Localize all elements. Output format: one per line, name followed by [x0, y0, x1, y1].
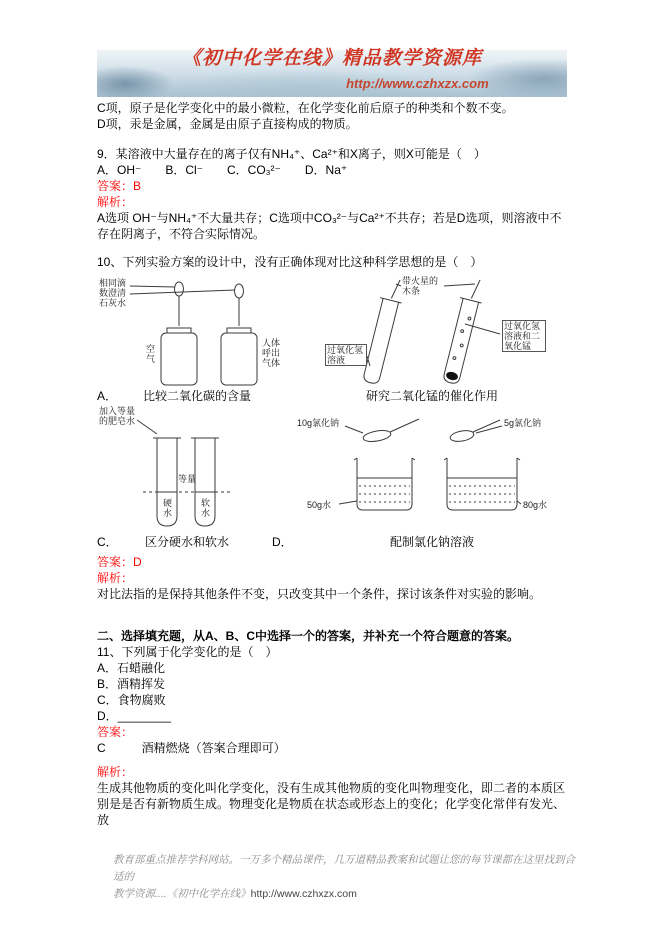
q10-diagram-grid [97, 276, 567, 550]
section-2-heading: 二、选择填充题，从A、B、C中选择一个的答案，并补充一个符合题意的答案。 [97, 629, 520, 643]
diagram-a [97, 276, 297, 404]
q11-analysis-label: 解析： [97, 765, 134, 779]
q10-answer: 答案：D [97, 555, 142, 569]
soft-water-annotation: 软水 [200, 498, 210, 518]
q9-stem: 9．某溶液中大量存在的离子仅有NH₄⁺、Ca²⁺和X离子，则X可能是（ ） [97, 147, 486, 161]
diagram-c-label: C． [97, 535, 118, 549]
limewater-annotation: 相同滴数澄清石灰水 [99, 278, 127, 308]
q10-analysis: 对比法指的是保持其他条件不变，只改变其中一个条件，探讨该条件对实验的影响。 [97, 587, 542, 601]
footer-line2 [113, 886, 577, 903]
water-80g-annotation: 80g水 [523, 500, 548, 510]
q9-options: A．OH⁻ B．Cl⁻ C．CO₃²⁻ D．Na⁺ [97, 163, 348, 177]
note-line-d: D项，汞是金属，金属是由原子直接构成的物质。 [97, 117, 358, 131]
diagram-c-caption-row [97, 534, 297, 550]
q11-option-a: A．石蜡融化 [97, 661, 166, 675]
diagram-a-caption-row [97, 388, 297, 404]
banner-title: 《初中化学在线》精品教学资源库 [181, 48, 482, 69]
site-banner [97, 50, 567, 97]
diagram-c-caption: 区分硬水和软水 [145, 535, 230, 549]
diagram-d-caption: 配制氯化钠溶液 [389, 535, 475, 549]
air-annotation: 空气 [145, 344, 155, 364]
q9-answer: 答案：B [97, 179, 142, 193]
q11-option-d: D．________ [97, 709, 172, 723]
spacer [97, 602, 567, 628]
q9-analysis-label: 解析： [97, 195, 134, 209]
water-50g-annotation: 50g水 [307, 500, 332, 510]
q11-analysis: 生成其他物质的变化叫化学变化，没有生成其他物质的变化叫物理变化，即二者的本质区别是是否有新物质生成。物理变化是物质在状态或形态上的变化；化学变化常伴有发光、放 [97, 781, 566, 827]
q11-stem: 11、下列属于化学变化的是（ ） [97, 645, 278, 659]
diagram-d-art [297, 404, 562, 534]
exhaled-gas-annotation: 人体呼出气体 [262, 338, 281, 368]
diagram-d-caption-row [272, 534, 567, 550]
diagram-d-label: D． [272, 535, 293, 549]
diagram-b-caption-row [297, 388, 567, 404]
diagram-a-art [97, 276, 292, 388]
equal-amount-annotation: 等量 [178, 474, 197, 484]
footer-line1: 教育部重点推荐学科网站。一万多个精品课件，几万道精品教案和试题让您的每节课都在这里找到合适的 [113, 854, 575, 883]
note-line-c: C项，原子是化学变化中的最小微粒，在化学变化前后原子的种类和个数不变。 [97, 101, 514, 115]
diagram-b [297, 276, 567, 404]
q11-answer: C 酒精燃烧（答案合理即可） [97, 741, 286, 755]
diagram-a-label: A． [97, 389, 118, 403]
diagram-a-caption: 比较二氧化碳的含量 [142, 389, 252, 403]
spacer [97, 132, 567, 146]
banner-url-link[interactable]: http://www.czhxzx.com [346, 76, 489, 91]
spacer [97, 242, 567, 254]
footer-url-link[interactable]: http://www.czhxzx.com [250, 888, 357, 900]
diagram-d [272, 404, 567, 550]
soap-water-annotation: 加入等量的肥皂水 [99, 406, 136, 426]
diagram-c [97, 404, 297, 550]
hard-water-annotation: 硬水 [162, 498, 172, 518]
spacer [97, 756, 567, 764]
page-content [97, 50, 567, 828]
salt-10g-annotation: 10g氯化钠 [297, 418, 340, 428]
page-footer [97, 852, 577, 903]
q10-analysis-label: 解析： [97, 571, 134, 585]
diagram-b-art [297, 276, 562, 388]
glowing-splint-annotation: 带火星的木条 [402, 276, 439, 296]
q10-stem: 10、下列实验方案的设计中，没有正确体现对比这种科学思想的是（ ） [97, 255, 483, 269]
q11-option-c: C．食物腐败 [97, 693, 166, 707]
h2o2-annotation: 过氧化氢溶液 [325, 344, 367, 366]
salt-5g-annotation: 5g氯化钠 [504, 418, 542, 428]
diagram-c-art [97, 404, 292, 534]
diagram-b-caption: 研究二氧化锰的催化作用 [365, 389, 499, 403]
h2o2-mno2-annotation: 过氧化氢溶液和二氧化锰 [502, 320, 546, 352]
footer-line2-text: 教学资源....《初中化学在线》 [113, 888, 251, 900]
q9-analysis: A选项 OH⁻与NH₄⁺不大量共存；C选项中CO₃²⁻与Ca²⁺不共存；若是D选项，则溶液中不存在阴离子，不符合实际情况。 [97, 211, 562, 241]
q11-option-b: B．酒精挥发 [97, 677, 166, 691]
q11-answer-label: 答案： [97, 725, 134, 739]
